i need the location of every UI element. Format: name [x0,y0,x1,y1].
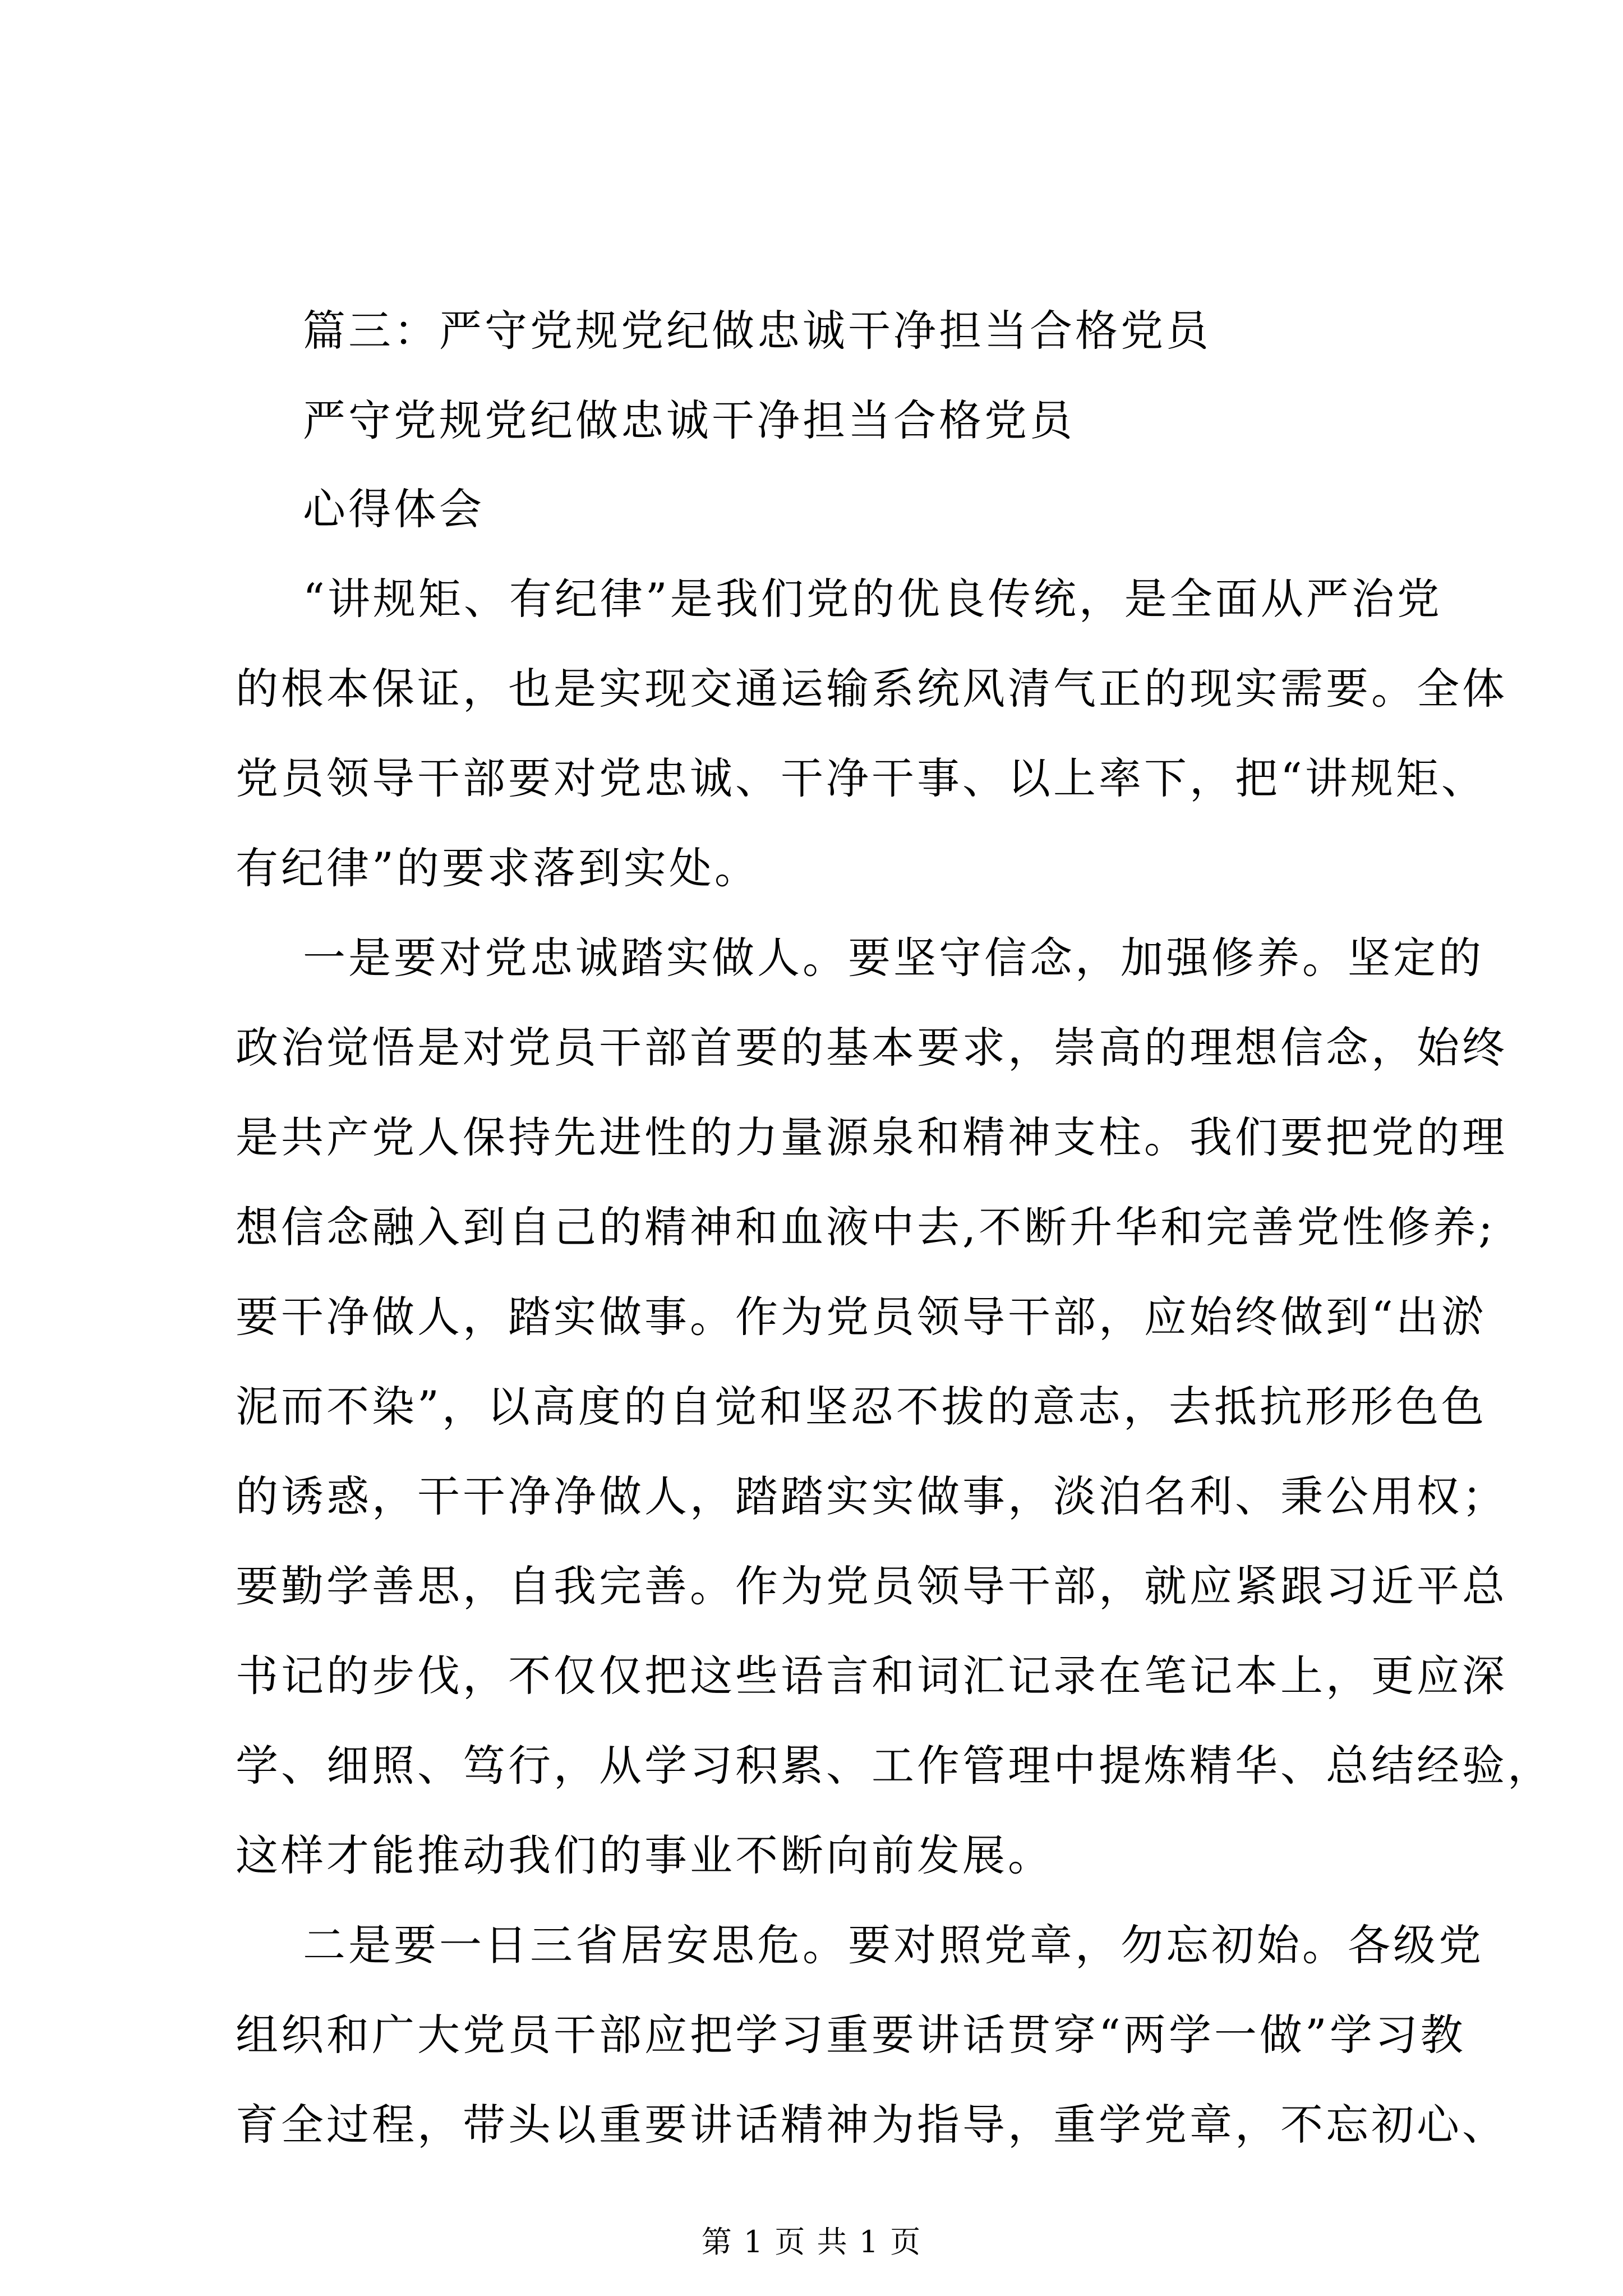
body-line: 的诱惑，干干净净做人，踏踏实实做事，淡泊名利、秉公用权； [236,1471,1507,1521]
body-line: 一是要对党忠诚踏实做人。要坚守信念，加强修养。坚定的 [303,933,1484,983]
body-line: 有纪律”的要求落到实处。 [236,843,760,893]
body-line: 党员领导干部要对党忠诚、干净干事、以上率下，把“讲规矩、 [236,753,1487,803]
body-line: 泥而不染”，以高度的自觉和坚忍不拔的意志，去抵抗形形色色 [236,1382,1487,1432]
document-subtitle: 心得体会 [303,484,485,534]
body-line: 想信念融入到自己的精神和血液中去,不断升华和完善党性修养; [236,1202,1496,1252]
body-line: 二是要一日三省居安思危。要对照党章，勿忘初始。各级党 [303,1920,1484,1970]
body-line: 的根本保证，也是实现交通运输系统风清气正的现实需要。全体 [236,664,1507,714]
body-line: 育全过程，带头以重要讲话精神为指导，重学党章，不忘初心、 [236,2100,1507,2150]
body-line: 这样才能推动我们的事业不断向前发展。 [236,1830,1053,1880]
body-line: 组织和广大党员干部应把学习重要讲话贯穿“两学一做”学习教 [236,2010,1466,2060]
body-line: 是共产党人保持先进性的力量源泉和精神支柱。我们要把党的理 [236,1112,1507,1162]
body-line: 要干净做人，踏实做事。作为党员领导干部，应始终做到“出淤 [236,1292,1487,1342]
body-line: 要勤学善思，自我完善。作为党员领导干部，就应紧跟习近平总 [236,1561,1507,1611]
body-line: “讲规矩、有纪律”是我们党的优良传统，是全面从严治党 [303,574,1442,624]
section-heading: 篇三：严守党规党纪做忠诚干净担当合格党员 [303,306,1211,356]
document-title: 严守党规党纪做忠诚干净担当合格党员 [303,395,1075,445]
body-line: 学、细照、笃行，从学习积累、工作管理中提炼精华、总结经验， [236,1741,1553,1791]
page-footer: 第 1 页 共 1 页 [701,2224,922,2260]
body-line: 书记的步伐，不仅仅把这些语言和词汇记录在笔记本上，更应深 [236,1651,1507,1701]
body-line: 政治觉悟是对党员干部首要的基本要求，崇高的理想信念，始终 [236,1023,1507,1073]
